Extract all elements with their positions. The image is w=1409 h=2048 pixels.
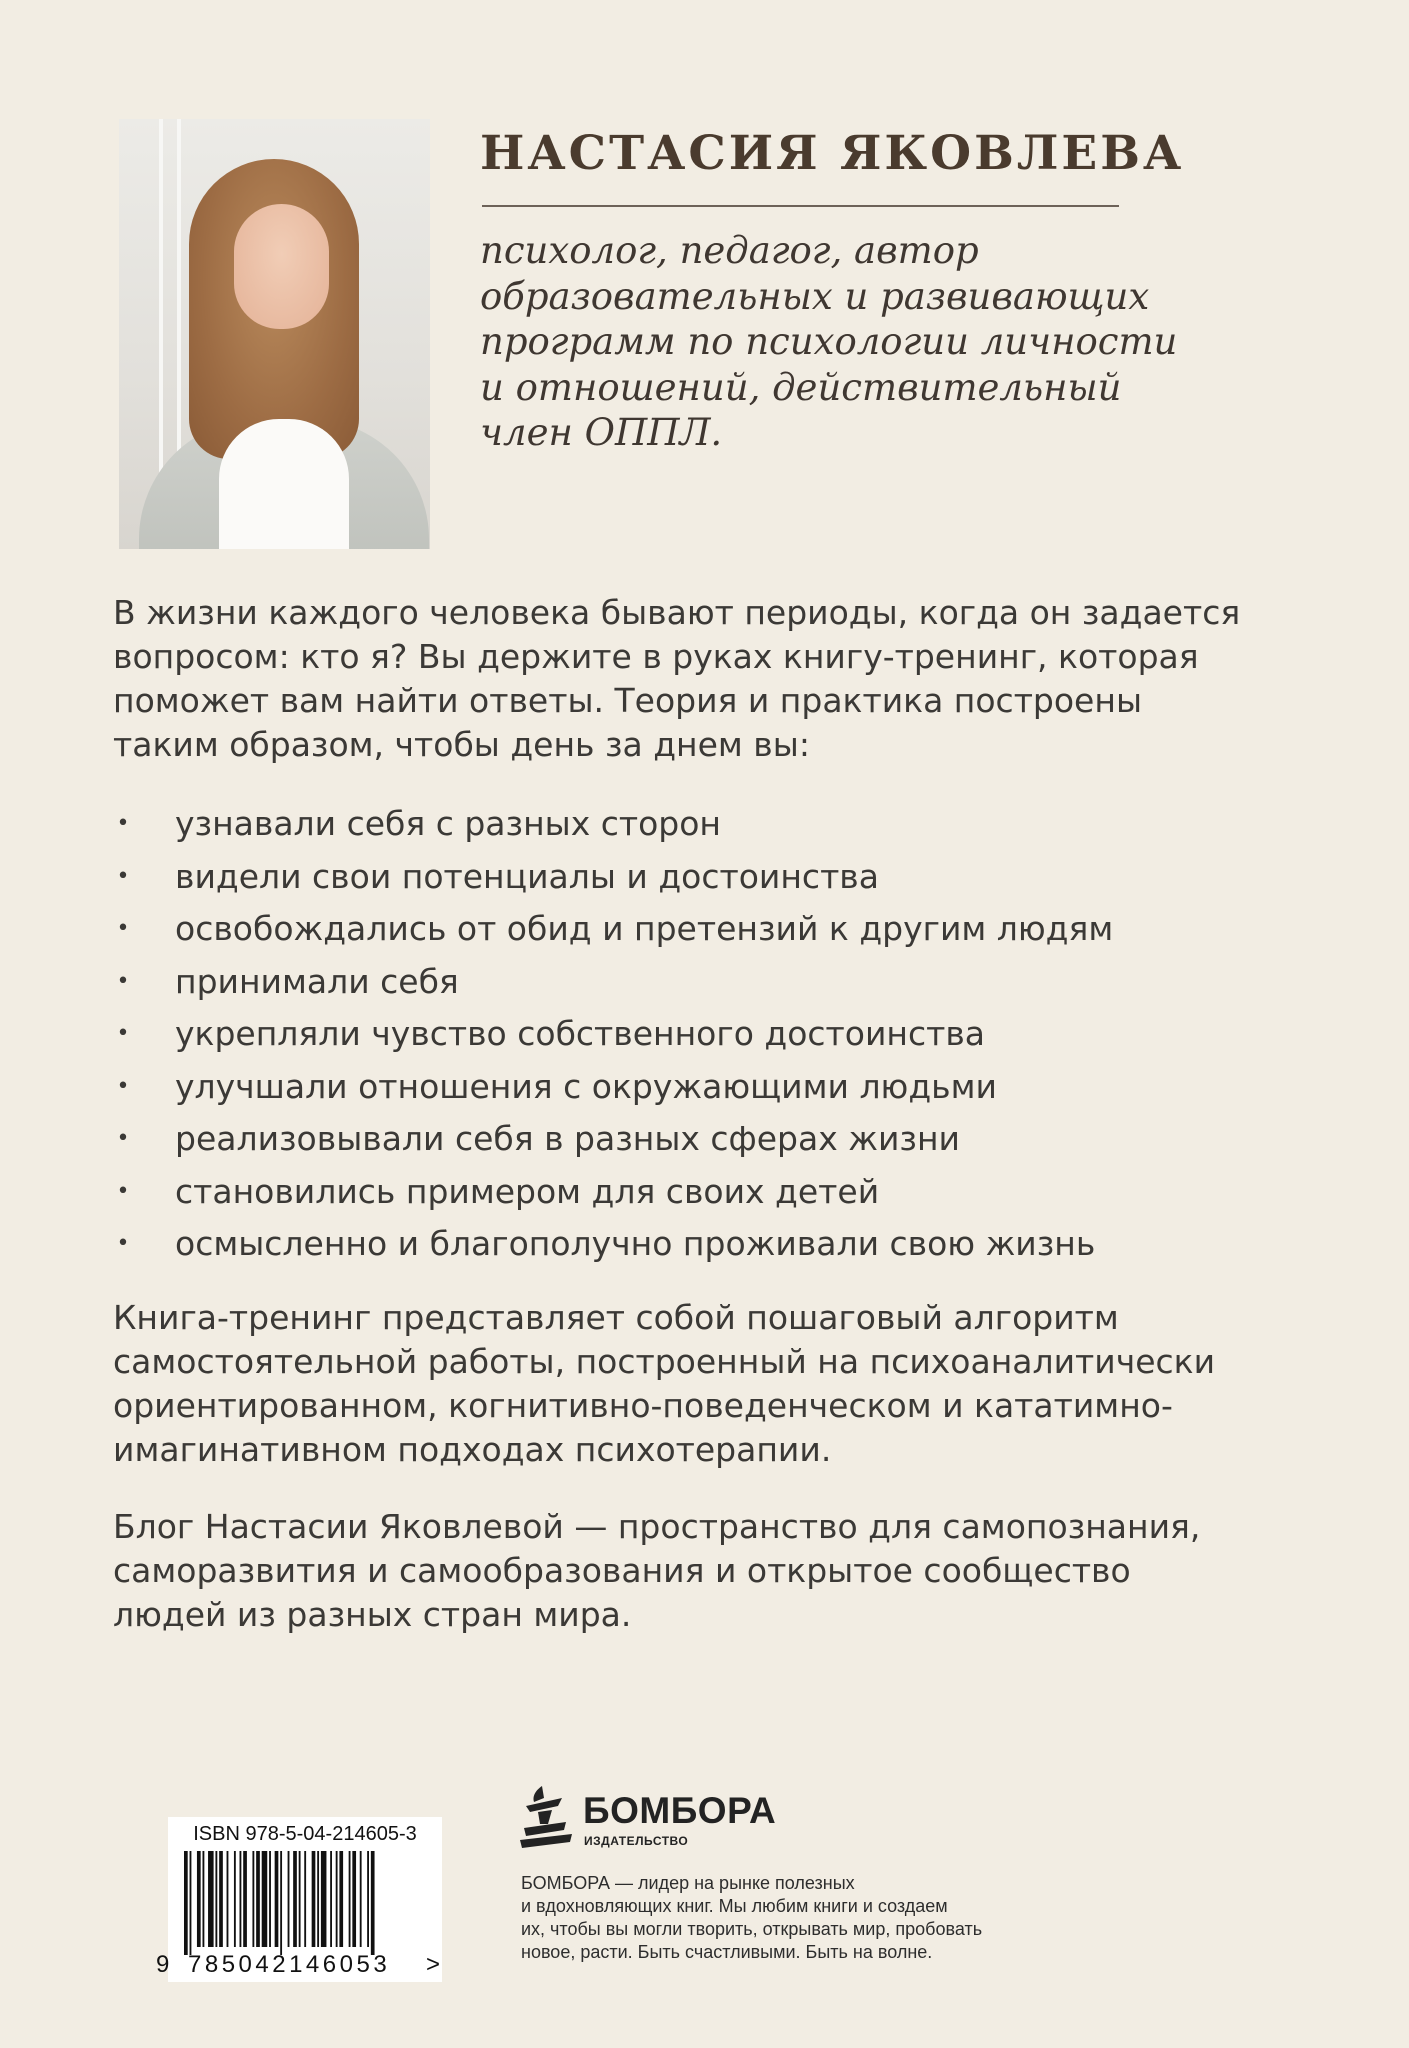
barcode-bar xyxy=(252,1851,254,1947)
barcode-bar xyxy=(190,1851,192,1955)
barcode-tail-mark: > xyxy=(426,1951,441,1978)
list-item-text: становились примером для своих детей xyxy=(175,1171,880,1211)
bio-line: образовательных и развивающих xyxy=(480,274,1150,318)
barcode-bar xyxy=(243,1851,247,1947)
list-item-text: освобождались от обид и претензий к другим людям xyxy=(175,909,1114,948)
list-item-text: укрепляли чувство собственного достоинства xyxy=(175,1014,986,1053)
barcode-bar xyxy=(215,1851,217,1947)
bullet-icon: • xyxy=(116,811,130,836)
barcode-bar xyxy=(280,1851,282,1955)
barcode-bar xyxy=(304,1851,306,1947)
list-item xyxy=(113,960,1273,1013)
blog-description xyxy=(113,1505,1273,1637)
text-line: людей из разных стран мира. xyxy=(113,1595,632,1634)
barcode-bar xyxy=(227,1851,229,1947)
intro-paragraph xyxy=(113,591,1273,767)
list-item-text: улучшали отношения с окружающими людьми xyxy=(175,1066,997,1106)
text-line: и вдохновляющих книг. Мы любим книги и создаем xyxy=(521,1896,948,1916)
list-item-text: реализовывали себя в разных сферах жизни xyxy=(175,1119,960,1158)
list-item xyxy=(113,1065,1273,1118)
barcode-bar xyxy=(330,1851,332,1947)
text-line: В жизни каждого человека бывают периоды, когда он задается xyxy=(113,593,1241,632)
list-item xyxy=(113,907,1273,960)
text-line: новое, расти. Быть счастливыми. Быть на волне. xyxy=(521,1942,933,1962)
list-item-text: принимали себя xyxy=(175,961,459,1001)
text-line: Книга-тренинг представляет собой пошаговый алгоритм xyxy=(113,1298,1119,1337)
barcode-bar xyxy=(269,1851,271,1947)
text-line: вопросом: кто я? Вы держите в руках книгу-тренинг, которая xyxy=(113,637,1199,676)
text-line: таким образом, чтобы день за днем вы: xyxy=(113,725,810,764)
barcode-bar xyxy=(367,1851,369,1947)
barcode-bar xyxy=(256,1851,260,1947)
bullet-icon: • xyxy=(116,916,130,941)
barcode-bar xyxy=(240,1851,242,1947)
bullet-icon: • xyxy=(116,863,130,889)
list-item xyxy=(113,1117,1273,1170)
barcode-bar xyxy=(360,1851,362,1947)
list-item xyxy=(113,1222,1273,1275)
barcode-bar xyxy=(321,1851,327,1947)
barcode-bar xyxy=(352,1851,356,1947)
barcode-bar xyxy=(349,1851,351,1947)
text-line: поможет вам найти ответы. Теория и практика построены xyxy=(113,681,1142,720)
bullet-icon: • xyxy=(116,1073,130,1099)
text-line: их, чтобы вы могли творить, открывать мир, пробовать xyxy=(521,1919,983,1939)
bio-line: и отношений, действительный xyxy=(480,365,1122,409)
isbn-barcode-block xyxy=(156,1817,442,1982)
text-line: имагинативном подходах психотерапии. xyxy=(113,1430,832,1469)
barcode-bar xyxy=(371,1851,375,1955)
barcode-bar xyxy=(262,1851,268,1947)
list-item xyxy=(113,855,1273,908)
list-item xyxy=(113,1012,1273,1065)
barcode-bar xyxy=(197,1851,201,1947)
divider xyxy=(482,205,1119,207)
benefits-list xyxy=(113,802,1273,1275)
barcode-bar xyxy=(184,1851,188,1955)
publisher-name: БОМБОРА xyxy=(583,1790,777,1831)
barcode-bar xyxy=(293,1851,297,1947)
barcode-bar xyxy=(275,1851,279,1947)
barcode-icon xyxy=(184,1851,426,1955)
barcode-bar xyxy=(288,1851,290,1947)
barcode-bar xyxy=(336,1851,338,1947)
list-item-text: осмысленно и благополучно проживали свою жизнь xyxy=(175,1224,1096,1263)
book-description xyxy=(113,1296,1273,1472)
photo-face xyxy=(234,204,329,329)
list-item xyxy=(113,1170,1273,1223)
barcode-bar xyxy=(234,1851,236,1947)
text-line: саморазвития и самообразования и открытое сообщество xyxy=(113,1551,1131,1590)
publisher-description xyxy=(521,1872,1081,1964)
author-name: НАСТАСИЯ ЯКОВЛЕВА xyxy=(480,126,1185,181)
bullet-icon: • xyxy=(116,1126,130,1151)
text-line: самостоятельной работы, построенный на психоаналитически xyxy=(113,1342,1216,1381)
barcode-bar xyxy=(339,1851,343,1947)
barcode-bar xyxy=(299,1851,301,1947)
isbn-label: ISBN 978-5-04-214605-3 xyxy=(193,1823,417,1845)
bullet-icon: • xyxy=(116,1021,130,1046)
bullet-icon: • xyxy=(116,968,130,994)
author-photo xyxy=(119,119,430,549)
photo-shirt xyxy=(219,419,349,549)
text-line: Блог Настасии Яковлевой — пространство для самопознания, xyxy=(113,1507,1201,1546)
publisher-subtitle: ИЗДАТЕЛЬСТВО xyxy=(584,1834,689,1848)
publisher-logo-icon xyxy=(518,1784,574,1850)
bio-line: психолог, педагог, автор xyxy=(480,229,979,272)
bullet-icon: • xyxy=(116,1178,130,1204)
barcode-bar xyxy=(219,1851,223,1947)
bullet-icon: • xyxy=(116,1231,130,1256)
barcode-bar xyxy=(312,1851,316,1947)
bio-line: программ по психологии личности xyxy=(480,320,1178,363)
list-item-text: узнавали себя с разных сторон xyxy=(175,804,721,843)
bio-line: член ОППЛ. xyxy=(480,411,723,454)
author-bio xyxy=(480,228,1220,456)
barcode-main-digits: 785042146053 xyxy=(188,1951,391,1978)
text-line: БОМБОРА — лидер на рынке полезных xyxy=(521,1873,855,1893)
list-item xyxy=(113,802,1273,855)
text-line: ориентированном, когнитивно-поведенческом и кататимно- xyxy=(113,1386,1173,1425)
barcode-bar xyxy=(317,1851,319,1947)
barcode-lead-digit: 9 xyxy=(156,1951,170,1978)
list-item-text: видели свои потенциалы и достоинства xyxy=(175,856,879,896)
barcode-bar xyxy=(208,1851,214,1947)
barcode-bar xyxy=(203,1851,205,1947)
